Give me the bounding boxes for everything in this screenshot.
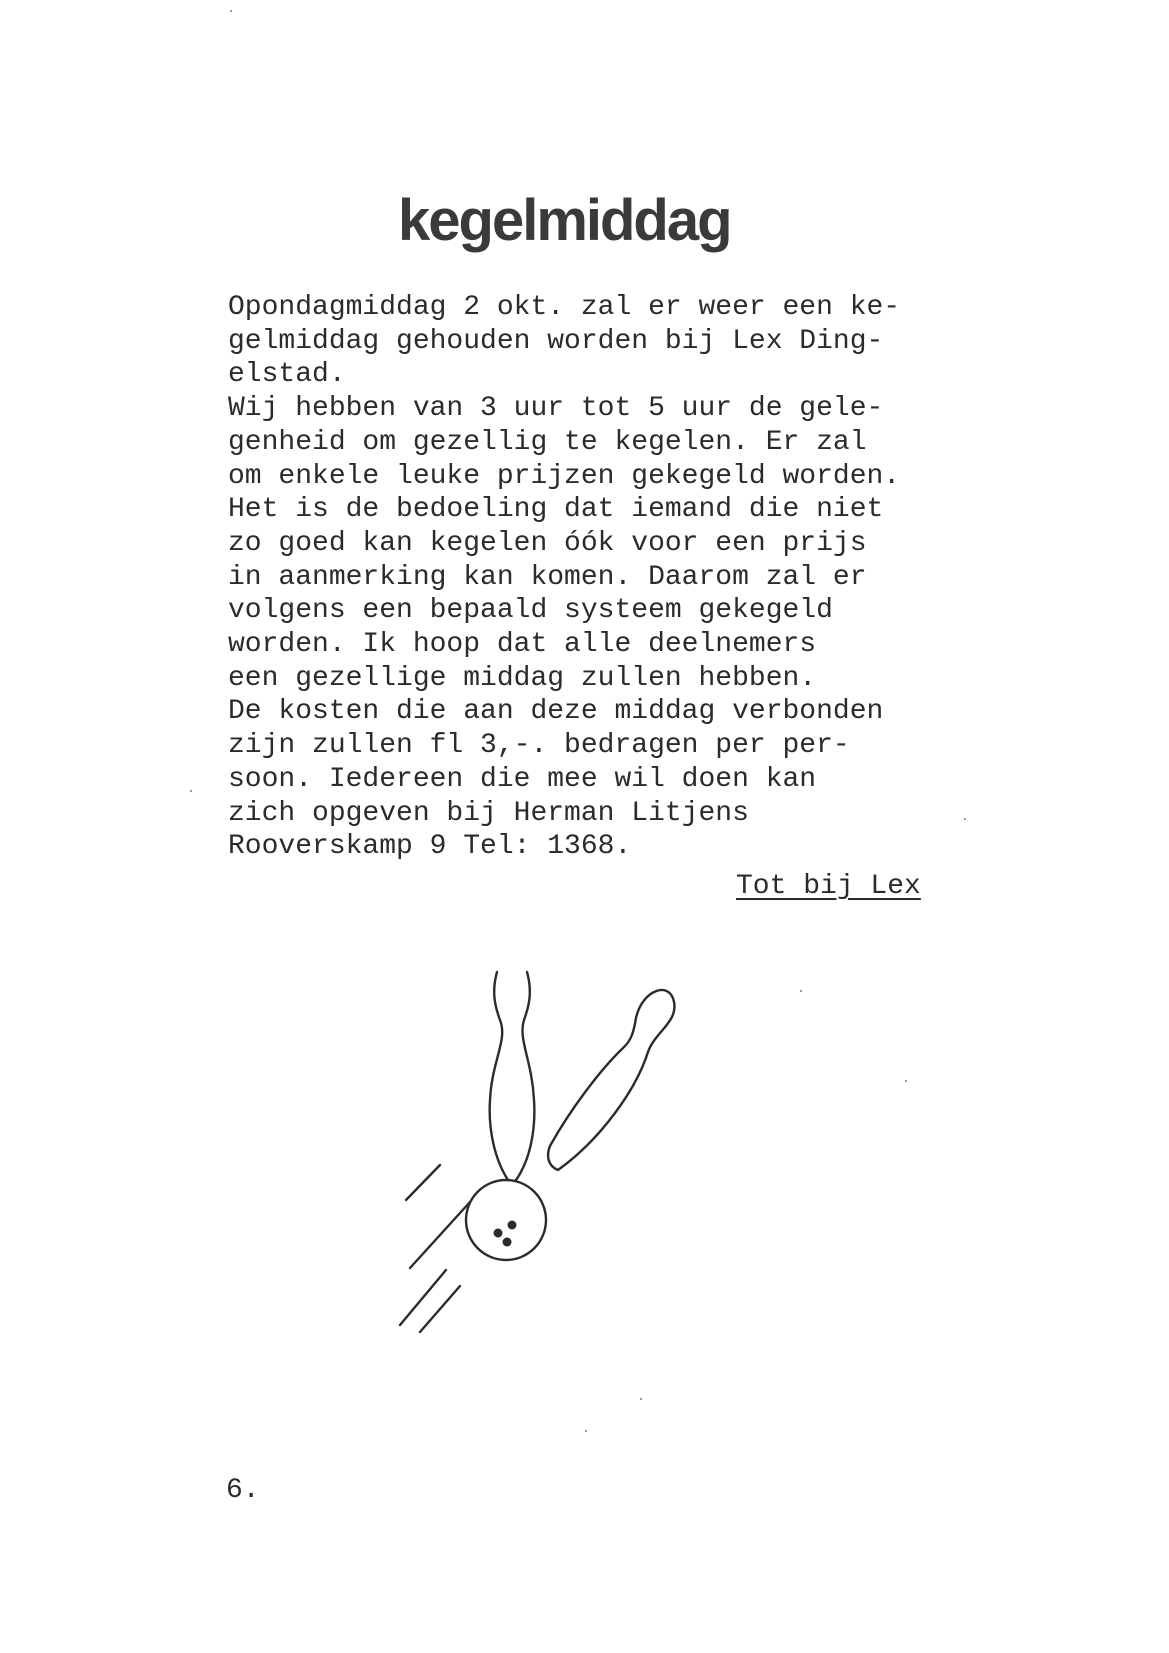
- motion-line: [400, 1270, 446, 1325]
- body-line: Rooverskamp 9 Tel: 1368.: [228, 831, 632, 863]
- body-line: gelmiddag gehouden worden bij Lex Ding-: [228, 325, 884, 357]
- signoff: Tot bij Lex: [736, 871, 921, 902]
- scan-speck: [905, 1080, 907, 1082]
- announcement-body: [228, 291, 900, 864]
- scan-speck: [585, 1430, 587, 1432]
- finger-hole: [503, 1238, 512, 1247]
- scan-speck: [190, 790, 192, 792]
- body-line: Wij hebben van 3 uur tot 5 uur de gele-: [228, 393, 884, 425]
- body-line: Opondagmiddag 2 okt. zal er weer een ke-: [228, 292, 901, 323]
- bowling-ball-and-pins-icon: [380, 970, 700, 1370]
- page-number: 6.: [226, 1475, 260, 1506]
- finger-hole: [494, 1229, 503, 1238]
- scan-speck: [230, 10, 232, 12]
- body-line: in aanmerking kan komen. Daarom zal er: [228, 561, 867, 593]
- bowling-pin-icon: [490, 972, 535, 1180]
- body-line: om enkele leuke prijzen gekegeld worden.: [228, 460, 901, 492]
- body-line: De kosten die aan deze middag verbonden: [228, 696, 884, 728]
- bowling-ball-icon: [466, 1180, 546, 1260]
- body-line: een gezellige middag zullen hebben.: [228, 662, 817, 694]
- finger-hole: [508, 1221, 517, 1230]
- scan-speck: [640, 1398, 642, 1400]
- scan-speck: [964, 818, 966, 820]
- body-line: worden. Ik hoop dat alle deelnemers: [228, 629, 817, 661]
- motion-line: [410, 1202, 470, 1268]
- body-line: zijn zullen fl 3,-. bedragen per per-: [228, 730, 850, 762]
- body-line: elstad.: [228, 359, 346, 391]
- body-line: genheid om gezellig te kegelen. Er zal: [228, 426, 867, 458]
- motion-line: [406, 1165, 440, 1200]
- page-title: kegelmiddag: [398, 188, 731, 253]
- body-line: soon. Iedereen die mee wil doen kan: [228, 763, 817, 795]
- body-line: Het is de bedoeling dat iemand die niet: [228, 494, 884, 526]
- body-line: volgens een bepaald systeem gekegeld: [228, 595, 833, 627]
- scan-speck: [800, 990, 802, 992]
- bowling-pin-icon: [548, 990, 674, 1170]
- body-line: zich opgeven bij Herman Litjens: [228, 797, 749, 829]
- body-line: zo goed kan kegelen óók voor een prijs: [228, 527, 867, 559]
